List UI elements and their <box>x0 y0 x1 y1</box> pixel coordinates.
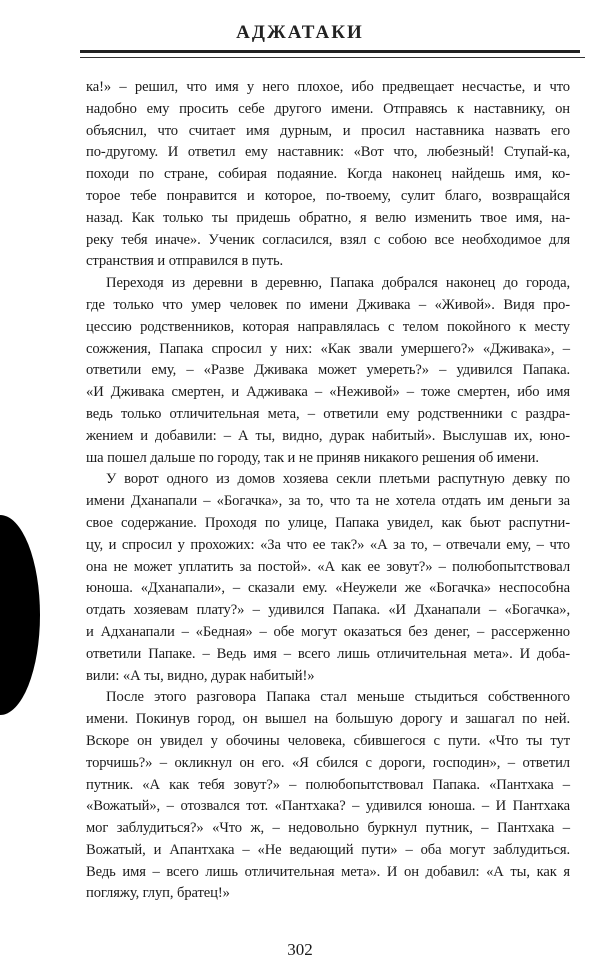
text-line: юноша. «Дханапали», – сказали ему. «Неужели же «Богачка» неспособна <box>86 580 570 597</box>
text-line: ответили ему, – «Разве Дживака может умереть?» – удивился Папака. <box>86 362 570 379</box>
text-line: отдать хозяевам плату?» – удивился Папака. «И Дханапали – «Богачка», <box>86 602 570 619</box>
text-line: путник. «А как тебя зовут?» – полюбопытствовал Папака. «Пантхака – <box>86 776 570 793</box>
text-line: вили: «А ты, видно, дурак набитый!» <box>86 667 315 684</box>
text-line: имени. Покинув город, он вышел на большую дорогу и зашагал по ней. <box>86 711 570 728</box>
text-line: реку тебя иначе». Ученик согласился, взял с собою все необходимое для <box>86 231 570 248</box>
text-line: и Адханапали – «Бедная» – обе могут оказаться без денег, – рассерженно <box>86 623 570 640</box>
text-line: странствия и отправился в путь. <box>86 253 284 270</box>
text-line: объяснил, что считает имя дурным, и просил наставника назвать его <box>86 122 570 139</box>
text-line: торчишь?» – окликнул он его. «Я сбился с дороги, господин», – ответил <box>86 754 570 771</box>
header-rule-thick <box>80 50 580 53</box>
text-line: погляжу, глуп, братец!» <box>86 885 230 902</box>
text-line: назад. Как только ты придешь обратно, я велю изменить твое имя, на- <box>86 209 570 226</box>
running-header: АДЖАТАКИ <box>236 22 364 43</box>
text-line: свое содержание. Проходя по улице, Папака увидел, как бьют распутни- <box>86 514 570 531</box>
text-line: После этого разговора Папака стал меньше стыдиться собственного <box>106 689 570 706</box>
text-line: Вскоре он увидел у обочины человека, сбившегося с пути. «Что ты тут <box>86 732 570 749</box>
text-line: торое тебе понравится и которое, по-твоему, сулит благо, возвращайся <box>86 187 570 204</box>
text-line: цу, и спросил у прохожих: «За что ее так?» «А за то, – отвечали ему, – что <box>86 536 570 553</box>
text-line: где только что умер человек по имени Дживака – «Живой». Видя про- <box>86 296 570 313</box>
body-text <box>86 77 570 905</box>
text-line: ша пошел дальше по городу, так и не приняв никакого решения об имени. <box>86 449 539 466</box>
text-line: ведь только отличительная мета, – ответили ему родственники с раздра- <box>86 405 570 422</box>
header-rule-thin <box>80 57 585 58</box>
text-line: Вожатый, и Апантхака – «Не ведающий пути» – оба могут заблудиться. <box>86 841 570 858</box>
text-line: походи по стране, собирая подаяние. Когда наконец найдешь имя, ко- <box>86 166 570 183</box>
scan-shadow-blot <box>0 515 40 715</box>
text-line: Переходя из деревни в деревню, Папака добрался наконец до города, <box>106 275 570 292</box>
text-line: она не может уплатить за постой». «А как ее зовут?» – полюбопытствовал <box>86 558 570 575</box>
text-line: ка!» – решил, что имя у него плохое, ибо предвещает несчастье, и что <box>86 79 570 95</box>
text-line: надобно ему просить себе другого имени. Отправясь к наставнику, он <box>86 100 570 117</box>
text-line: У ворот одного из домов хозяева секли плетьми распутную девку по <box>106 471 570 488</box>
page-number: 302 <box>287 940 313 959</box>
text-line: «И Дживака смертен, и Адживака – «Неживой» – тоже смертен, ибо имя <box>86 384 570 401</box>
text-line: мог заблудиться?» «Что ж, – недовольно буркнул путник, – Пантхака – <box>86 820 570 837</box>
text-line: цессию родственников, которая направлялась с телом покойного к месту <box>86 318 570 335</box>
text-line: по-другому. И ответил ему наставник: «Вот что, любезный! Ступай-ка, <box>86 144 570 161</box>
text-line: «Вожатый», – отозвался тот. «Пантхака? – удивился юноша. – И Пантхака <box>86 798 570 815</box>
text-line: жением и добавили: – А ты, видно, дурак набитый». Выслушав их, юно- <box>86 427 570 444</box>
text-line: имени Дханапали – «Богачка», за то, что та не хотела отдать им деньги за <box>86 493 570 510</box>
text-line: сожжения, Папака спросил у них: «Как звали умершего?» «Дживака», – <box>86 340 570 357</box>
text-line: Ведь имя – всего лишь отличительная мета». И он добавил: «А ты, как я <box>86 863 570 880</box>
text-line: ответили Папаке. – Ведь имя – всего лишь отличительная мета». И доба- <box>86 645 570 662</box>
